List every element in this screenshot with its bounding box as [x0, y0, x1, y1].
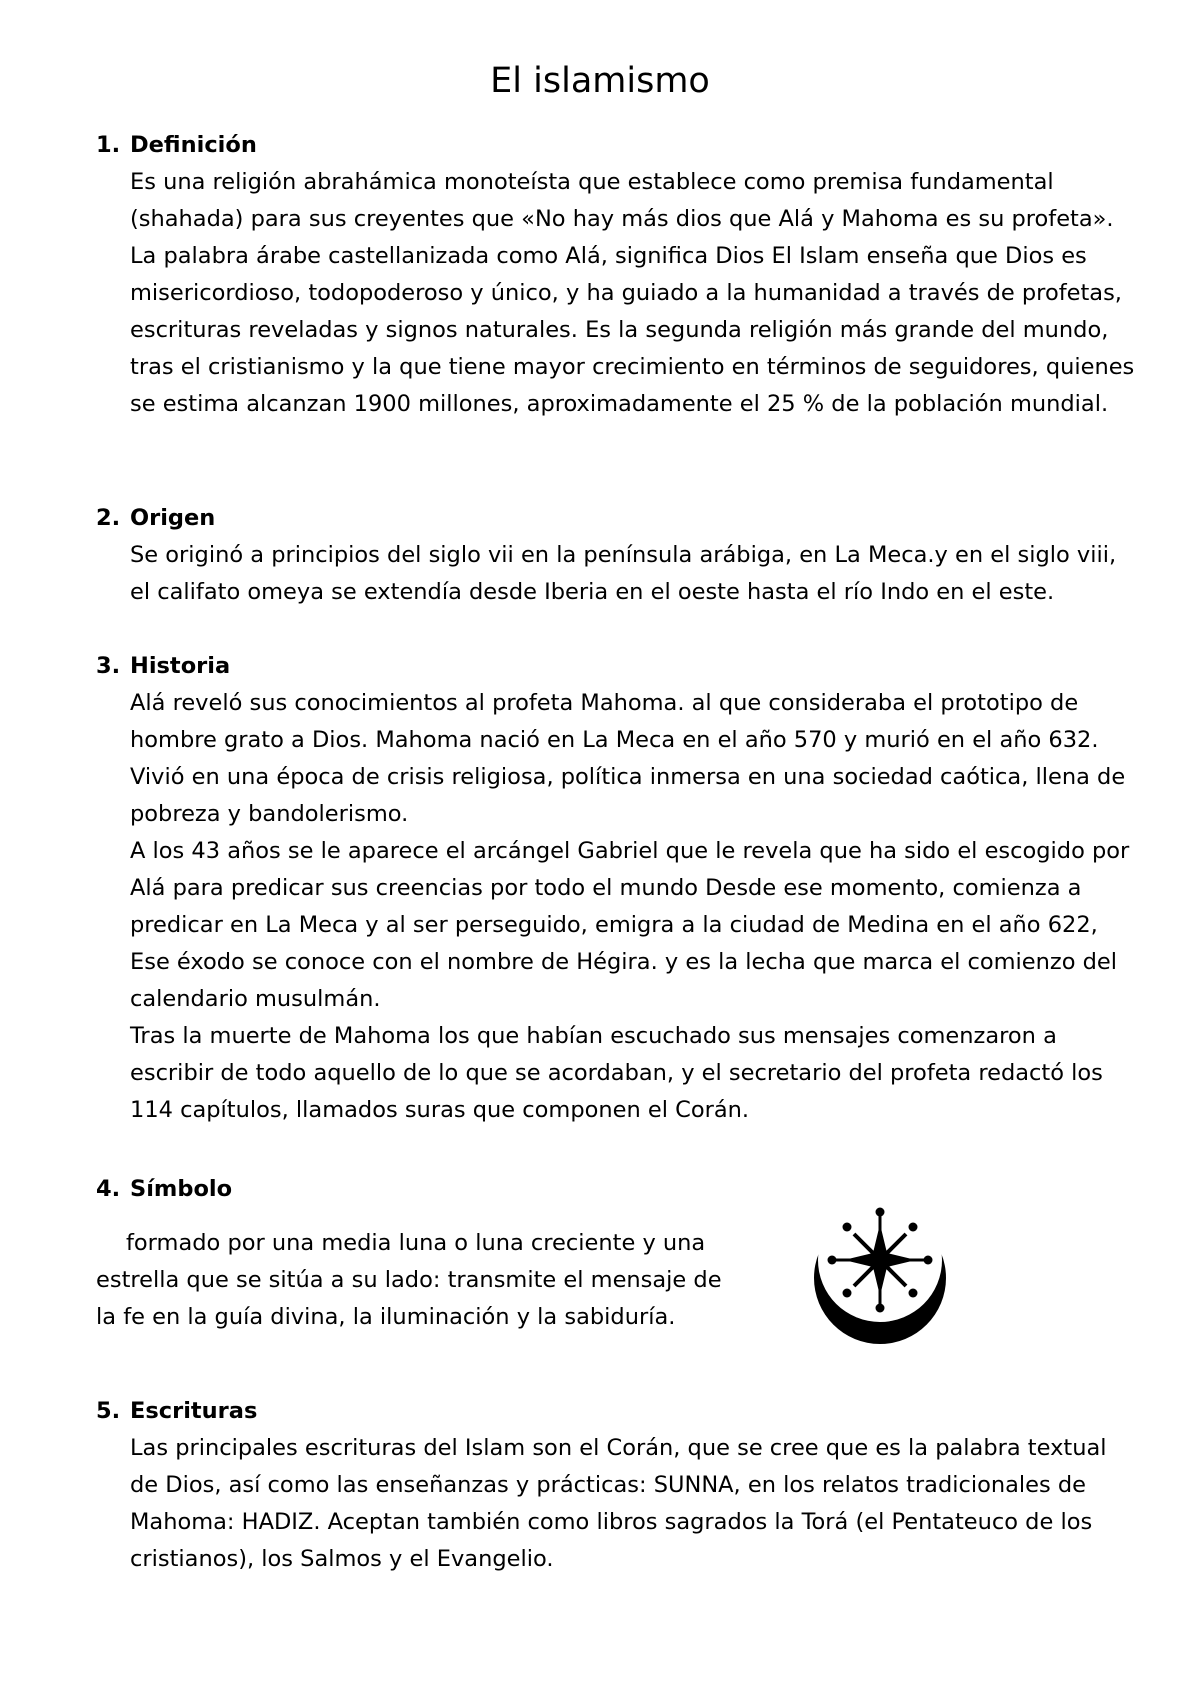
section-number: 4.: [96, 1176, 121, 1202]
section-definicion: [96, 127, 1136, 423]
section-escrituras: [96, 1393, 1136, 1578]
section-historia: [96, 648, 1136, 1129]
section-title: Escrituras: [130, 1398, 258, 1424]
section-title: Origen: [130, 505, 216, 531]
paragraph: Se originó a principios del siglo vii en la península arábiga, en La Meca.y en el siglo viii, el califato omeya se extendía desde Iberia en el oeste hasta el río Indo en el este.: [130, 542, 1117, 605]
section-heading: [96, 127, 1136, 164]
section-title: Definición: [130, 132, 257, 158]
section-number: 1.: [96, 132, 121, 158]
section-simbolo: [96, 1171, 1136, 1208]
section-origen: [96, 500, 1136, 611]
page-title: El islamismo: [490, 61, 710, 101]
paragraph: A los 43 años se le aparece el arcángel Gabriel que le revela que ha sido el escogido por Alá para predicar sus creencias por todo el mundo Desde ese momento, comienza a predicar en La Meca y al ser perseguido, emigra a la ciudad de Medina en el año 622, Ese éxodo se conoce con el nombre de Hégira. y es la lecha que marca el comienzo del calendario musulmán.: [130, 838, 1130, 1012]
section-heading: [96, 648, 1136, 685]
paragraph: formado por una media luna o luna creciente y una estrella que se sitúa a su lado: transmite el mensaje de la fe en la guía divina, la iluminación y la sabiduría.: [96, 1230, 722, 1330]
section-heading: [96, 1393, 1136, 1430]
section-number: 3.: [96, 653, 121, 679]
paragraph: Tras la muerte de Mahoma los que habían escuchado sus mensajes comenzaron a escribir de todo aquello de lo que se acordaban, y el secretario del profeta redactó los 114 capítulos, llamados suras que componen el Corán.: [130, 1023, 1103, 1123]
section-heading: [96, 500, 1136, 537]
section-title: Símbolo: [130, 1176, 233, 1202]
section-body: [96, 1225, 736, 1336]
crescent-star-icon: [805, 1198, 955, 1348]
section-number: 2.: [96, 505, 121, 531]
section-heading: [96, 1171, 1136, 1208]
paragraph: Alá reveló sus conocimientos al profeta Mahoma. al que consideraba el prototipo de hombre grato a Dios. Mahoma nació en La Meca en el año 570 y murió en el año 632. Vivió en una época de crisis religiosa, política inmersa en una sociedad caótica, llena de pobreza y bandolerismo.: [130, 690, 1126, 827]
section-body: [130, 537, 1136, 611]
paragraph: Las principales escrituras del Islam son el Corán, que se cree que es la palabra textual de Dios, así como las enseñanzas y prácticas: SUNNA, en los relatos tradicionales de Mahoma: HADIZ. Aceptan también como libros sagrados la Torá (el Pentateuco de los cristianos), los Salmos y el Evangelio.: [130, 1435, 1107, 1572]
section-body: [130, 685, 1136, 1129]
section-title: Historia: [130, 653, 231, 679]
paragraph: Es una religión abrahámica monoteísta que establece como premisa fundamental (shahada) para sus creyentes que «No hay más dios que Alá y Mahoma es su profeta». La palabra árabe castellanizada como Alá, significa Dios El Islam enseña que Dios es misericordioso, todopoderoso y único, y ha guiado a la humanidad a través de profetas, escrituras reveladas y signos naturales. Es la segunda religión más grande del mundo, tras el cristianismo y la que tiene mayor crecimiento en términos de seguidores, quienes se estima alcanzan 1900 millones, aproximadamente el 25 % de la población mundial.: [130, 169, 1135, 417]
section-body: [130, 164, 1136, 423]
section-body: [130, 1430, 1136, 1578]
section-number: 5.: [96, 1398, 121, 1424]
